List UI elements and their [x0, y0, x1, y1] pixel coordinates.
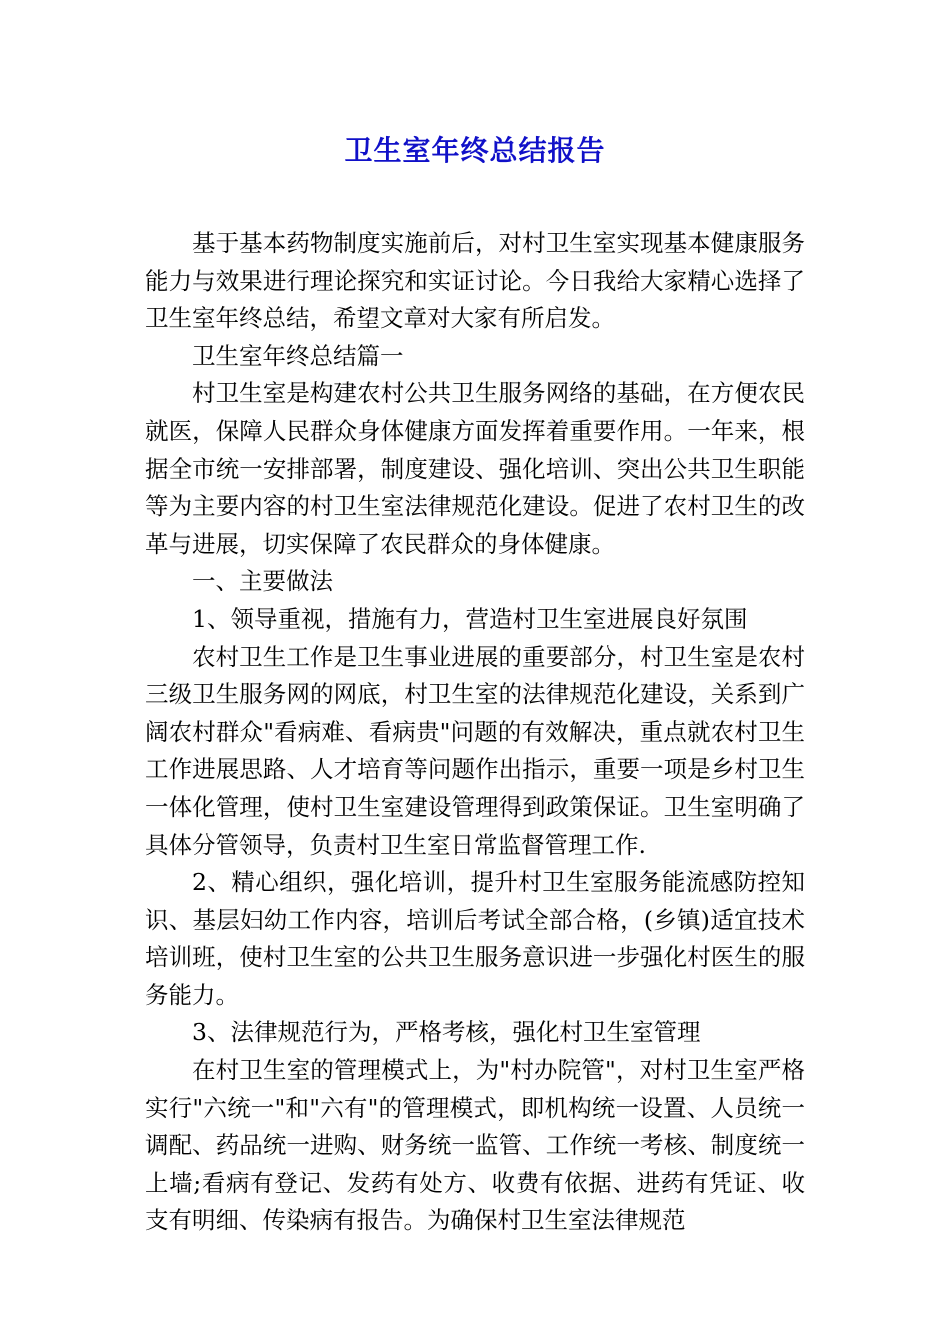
document-title: 卫生室年终总结报告: [344, 134, 606, 167]
body-paragraph: 农村卫生工作是卫生事业进展的重要部分，村卫生室是农村三级卫生服务网的网底，村卫生室的法律规范化建设，关系到广阔农村群众"看病难、看病贵"问题的有效解决，重点就农村卫生工作进展思路、人才培育等问题作出指示，重要一项是乡村卫生一体化管理，使村卫生室建设管理得到政策保证。卫生室明确了具体分管领导，负责村卫生室日常监督管理工作.: [145, 642, 805, 859]
document-body: [145, 225, 805, 1240]
body-paragraph: 2、精心组织，强化培训，提升村卫生室服务能流感防控知识、基层妇幼工作内容，培训后考试全部合格，(乡镇)适宜技术培训班，使村卫生室的公共卫生服务意识进一步强化村医生的服务能力。: [145, 868, 805, 1009]
intro-paragraph: 基于基本药物制度实施前后，对村卫生室实现基本健康服务能力与效果进行理论探究和实证讨论。今日我给大家精心选择了卫生室年终总结，希望文章对大家有所启发。: [145, 229, 805, 333]
item-heading: 3、法律规范行为，严格考核，强化村卫生室管理: [192, 1018, 701, 1047]
subsection-heading: 一、主要做法: [192, 567, 333, 596]
body-paragraph: 村卫生室是构建农村公共卫生服务网络的基础，在方便农民就医，保障人民群众身体健康方面发挥着重要作用。一年来，根据全市统一安排部署，制度建设、强化培训、突出公共卫生职能等为主要内容的村卫生室法律规范化建设。促进了农村卫生的改革与进展，切实保障了农民群众的身体健康。: [145, 379, 805, 558]
section-heading: 卫生室年终总结篇一: [192, 341, 404, 370]
item-heading: 1、领导重视，措施有力，营造村卫生室进展良好氛围: [192, 604, 748, 633]
body-paragraph: 在村卫生室的管理模式上，为"村办院管"，对村卫生室严格实行"六统一"和"六有"的管理模式，即机构统一设置、人员统一调配、药品统一进购、财务统一监管、工作统一考核、制度统一上墙;看病有登记、发药有处方、收费有依据、进药有凭证、收支有明细、传染病有报告。为确保村卫生室法律规范: [145, 1056, 805, 1235]
